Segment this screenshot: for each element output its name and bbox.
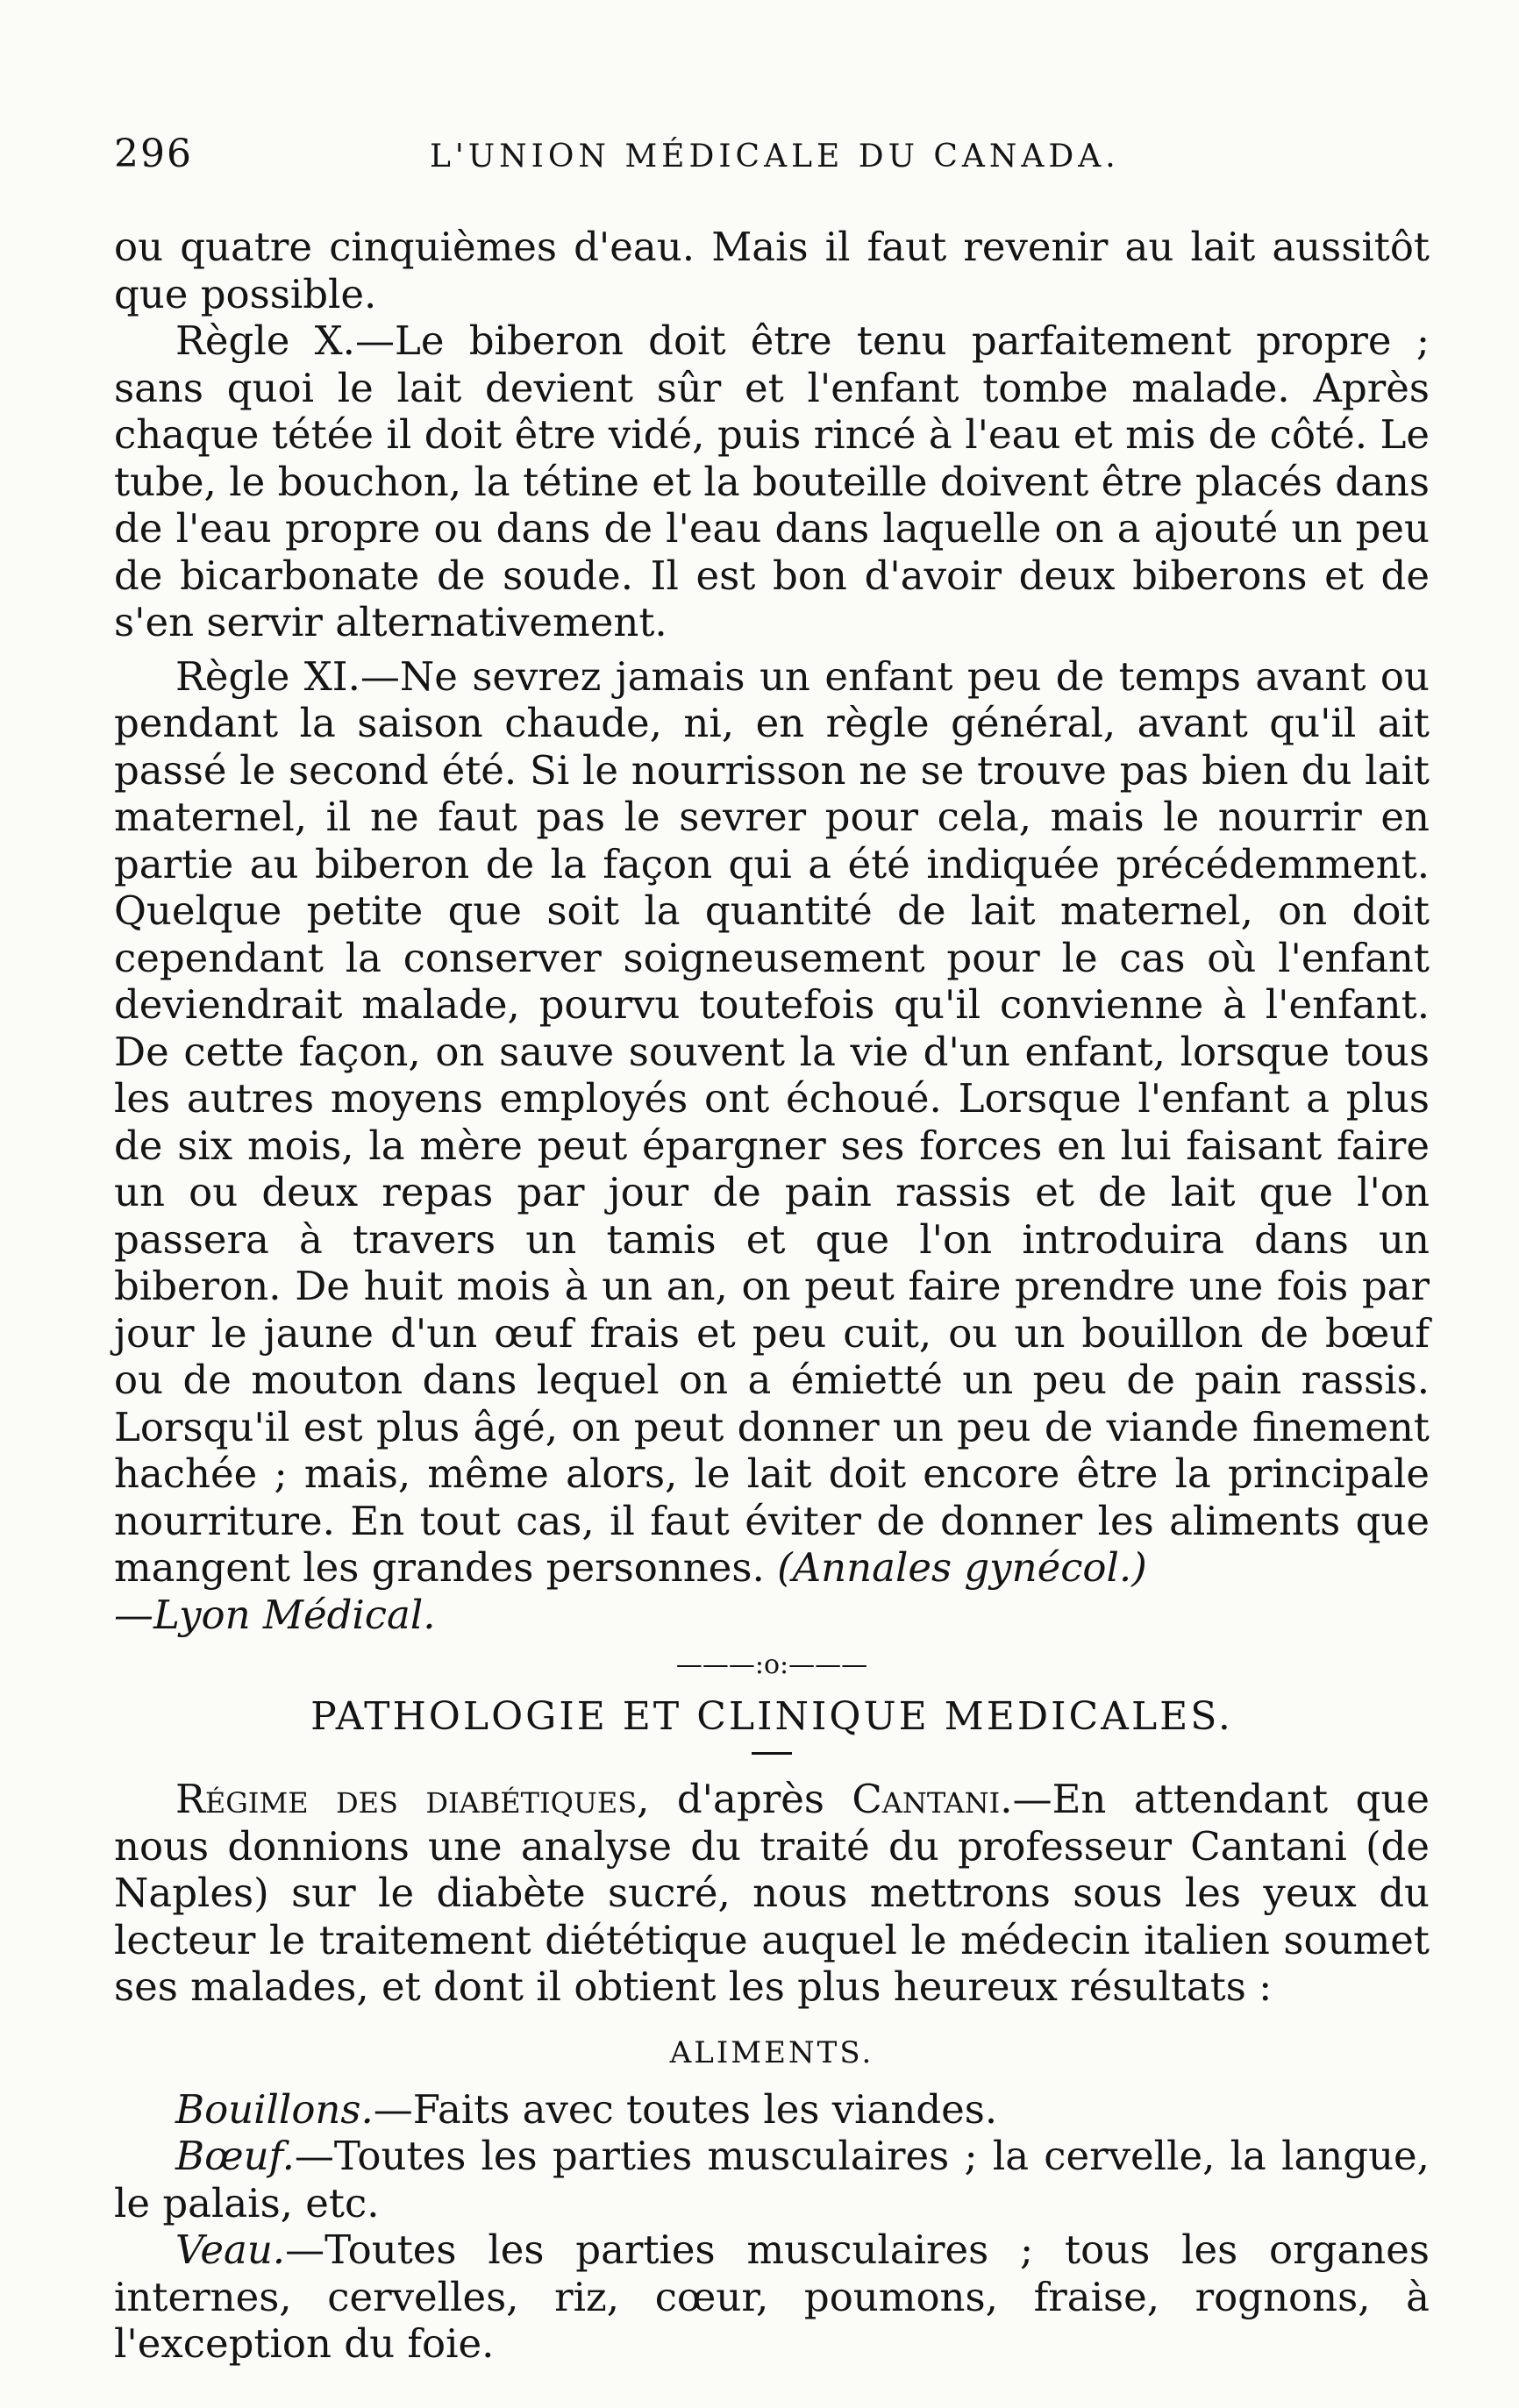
section-title: PATHOLOGIE ET CLINIQUE MEDICALES. [310,1694,1233,1739]
aliment-text: —Faits avec toutes les viandes. [373,2085,998,2133]
page-header [114,132,1431,184]
regle-x-label: Règle X. [175,317,355,364]
page-body [114,224,1430,2368]
continued-text: ou quatre cinquièmes d'eau. Mais il faut revenir au lait aussitôt que possible. [114,224,1430,317]
aliment-entry [114,2086,1430,2134]
regime-author: Cantani [852,1776,1001,1822]
regle-xi-paragraph [114,653,1430,1639]
aliments-title: ALIMENTS. [669,2034,874,2070]
regle-xi-label: Règle XI. [175,652,360,700]
aliment-entry [114,2133,1430,2226]
regime-text: .—En attendant que nous donnions une analyse du traité du professeur Cantani (de Naples) sur le diabète sucré, nous mettrons sous les yeux du lecteur le traitement diététique auquel le médecin italien soumet ses malades, et dont il obtient les plus heureux résultats : [114,1776,1430,2010]
section-divider: ———:o:——— [675,1649,868,1680]
regime-heading: Régime des diabétiques [175,1776,638,1822]
aliment-entry [114,2226,1430,2368]
regle-x-paragraph [114,317,1430,646]
aliment-term: Bouillons. [175,2085,374,2133]
aliment-text: —Toutes les parties musculaires ; tous les organes internes, cervelles, riz, cœur, poumons, fraise, rognons, à l'exception du foie. [114,2226,1430,2367]
continued-paragraph [114,224,1430,317]
regime-after: , d'après [637,1776,852,1822]
aliment-text: —Toutes les parties musculaires ; la cervelle, la langue, le palais, etc. [114,2133,1430,2226]
regime-paragraph [114,1776,1430,2011]
running-title: L'UNION MÉDICALE DU CANADA. [430,139,1120,175]
regle-x-text: —Le biberon doit être tenu parfaitement propre ; sans quoi le lait devient sûr et l'enfant tombe malade. Après chaque tétée il doit être vidé, puis rincé à l'eau et mis de côté. Le tube, le bouchon, la tétine et la bouteille doivent être placés dans de l'eau propre ou dans de l'eau dans laquelle on a ajouté un peu de bicarbonate de soude. Il est bon d'avoir deux biberons et de s'en servir alternativement. [114,317,1430,645]
aliment-term: Veau. [175,2226,286,2273]
regle-xi-source: —Lyon Médical. [114,1591,436,1638]
short-rule [752,1752,792,1755]
page-number: 296 [114,132,193,176]
regle-xi-text: —Ne sevrez jamais un enfant peu de temps avant ou pendant la saison chaude, ni, en règle général, avant qu'il ait passé le second été. Si le nourrisson ne se trouve pas bien du lait maternel, il ne faut pas le sevrer pour cela, mais le nourrir en partie au biberon de la façon qui a été indiquée précédemment. Quelque petite que soit la quantité de lait maternel, on doit cependant la conserver soigneusement pour le cas où l'enfant deviendrait malade, pourvu toutefois qu'il convienne à l'enfant. De cette façon, on sauve souvent la vie d'un enfant, lorsque tous les autres moyens employés ont échoué. Lorsque l'enfant a plus de six mois, la mère peut épargner ses forces en lui faisant faire un ou deux repas par jour de pain rassis et de lait que l'on passera à travers un tamis et que l'on introduira dans un biberon. De huit mois à un an, on peut faire prendre une fois par jour le jaune d'un œuf frais et peu cuit, ou un bouillon de bœuf ou de mouton dans lequel on a émietté un peu de pain rassis. Lorsqu'il est plus âgé, on peut donner un peu de viande finement hachée ; mais, même alors, le lait doit encore être la principale nourriture. En tout cas, il faut éviter de donner les aliments que mangent les grandes personnes. [114,652,1430,1591]
aliment-term: Bœuf. [175,2133,295,2179]
regle-xi-citation: (Annales gynécol.) [777,1544,1147,1591]
